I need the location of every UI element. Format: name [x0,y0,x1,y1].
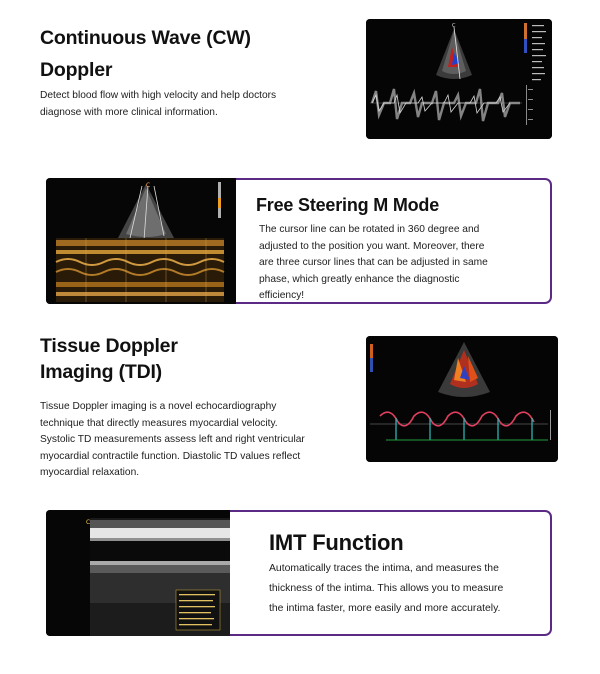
m-mode-description-line: phase, which greatly enhance the diagnostic [259,273,460,285]
imt-carotid-ultrasound-image [46,510,230,636]
tdi-title-line1: Tissue Doppler [40,335,178,357]
m-mode-description-line: are three cursor lines that can be adjusted in same [259,257,488,268]
m-mode-description-line: adjusted to the position you want. Moreover, there [259,240,485,252]
tdi-description-line: Tissue Doppler imaging is a novel echocardiography [40,401,277,412]
m-mode-title: Free Steering M Mode [256,195,440,215]
tdi-title [40,333,178,385]
m-mode-description-line: efficiency! [259,290,305,301]
cw-title-line2: Doppler [40,59,113,81]
cw-description-line1: Detect blood flow with high velocity and help doctors [40,90,277,101]
m-mode-ultrasound-image [46,178,236,304]
tdi-description [40,399,350,482]
tdi-title-line2: Imaging (TDI) [40,361,162,383]
tissue-doppler-ultrasound-image [366,336,558,462]
tdi-description-line: myocardial relaxation. [40,467,140,478]
m-mode-description-line: The cursor line can be rotated in 360 degree and [259,224,480,235]
svg-text:C: C [86,519,91,526]
imt-description-line: the intima faster, more easily and more accurately. [269,603,501,614]
imt-description-line: Automatically traces the intima, and measures the [269,563,499,574]
tdi-description-line: technique that directly measures myocardial velocity. [40,417,278,429]
m-mode-description [259,222,544,305]
tdi-description-line: Systolic TD measurements assess left and right ventricular [40,434,305,445]
cw-description-line2: diagnose with more clinical information. [40,106,218,118]
cw-doppler-ultrasound-image [366,19,552,139]
cw-description [40,88,340,121]
svg-text:C: C [146,182,151,189]
cw-title-line1: Continuous Wave (CW) [40,27,251,49]
imt-description-line: thickness of the intima. This allows you to measure [269,583,504,594]
cw-title [40,22,251,86]
tdi-description-line: myocardial contractile function. Diastolic TD values reflect [40,450,301,462]
imt-title: IMT Function [269,530,404,555]
imt-description [269,559,547,619]
svg-text:C: C [452,23,456,29]
